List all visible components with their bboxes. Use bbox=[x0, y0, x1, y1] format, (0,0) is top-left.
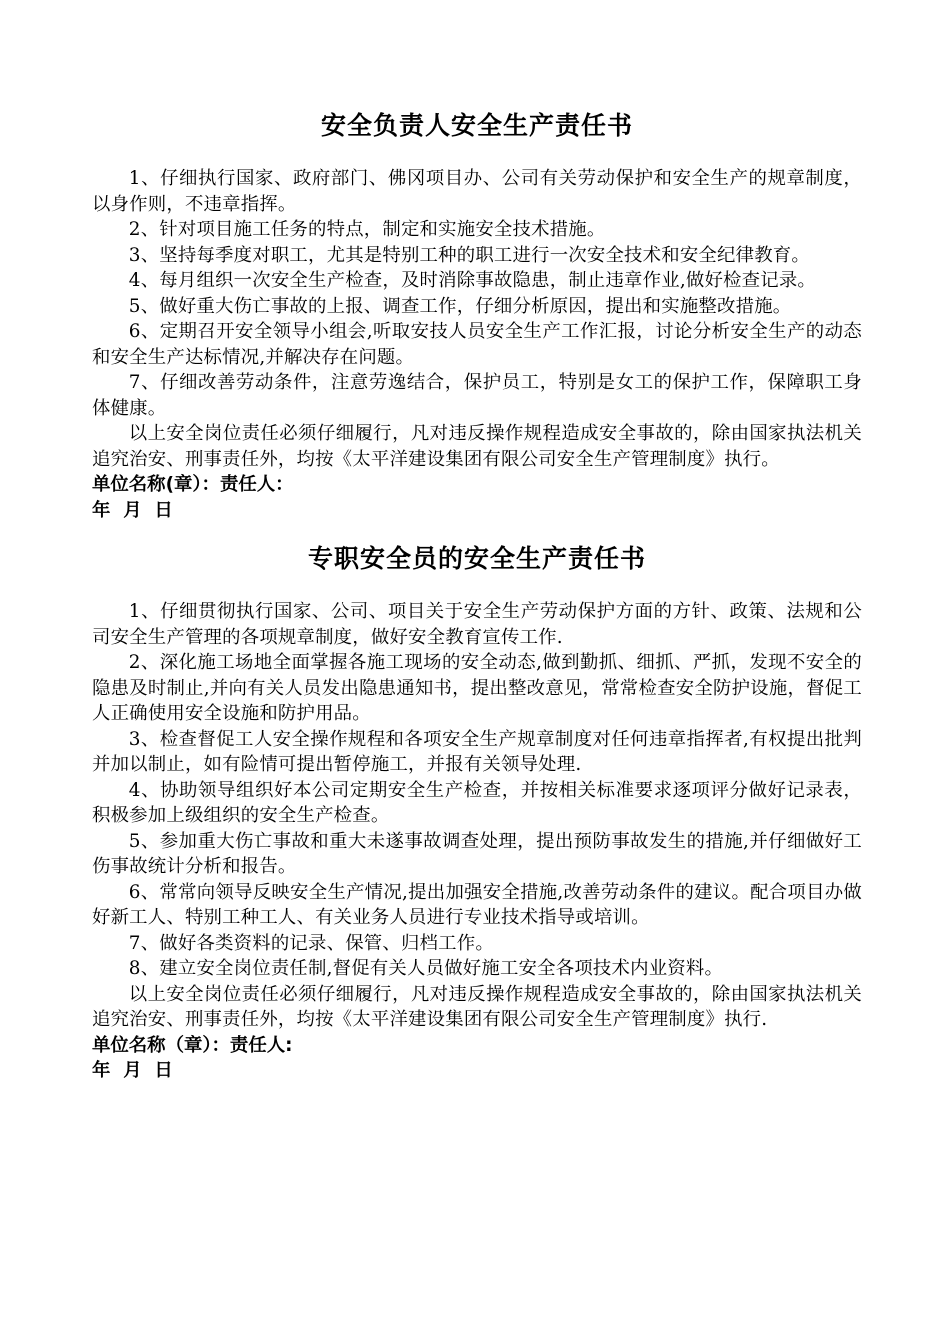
section2-paragraph-7: 7、做好各类资料的记录、保管、归档工作。 bbox=[128, 932, 494, 954]
section2-paragraph-8: 8、建立安全岗位责任制,督促有关人员做好施工安全各项技术内业资料。 bbox=[128, 958, 724, 979]
section1-paragraph-3: 3、坚持每季度对职工，尤其是特别工种的职工进行一次安全技术和安全纪律教育。 bbox=[128, 244, 810, 266]
document-page bbox=[92, 100, 862, 1084]
section1-paragraph-4: 4、每月组织一次安全生产检查，及时消除事故隐患，制止违章作业,做好检查记录。 bbox=[128, 270, 817, 291]
section2-paragraph-4: 4、协助领导组织好本公司定期安全生产检查，并按相关标准要求逐项评分做好记录表，积极参加上级组织的安全生产检查。 bbox=[92, 779, 862, 826]
section2-date-line: 年 月 日 bbox=[92, 1060, 173, 1081]
section2-closing-paragraph: 以上安全岗位责任必须仔细履行，凡对违反操作规程造成安全事故的，除由国家执法机关追究治安、刑事责任外，均按《太平洋建设集团有限公司安全生产管理制度》执行. bbox=[92, 983, 862, 1030]
section2-paragraph-2: 2、深化施工场地全面掌握各施工现场的安全动态,做到勤抓、细抓、严抓，发现不安全的隐患及时制止,并向有关人员发出隐患通知书，提出整改意见，常常检查安全防护设施，督促工人正确使用安全设施和防护用品。 bbox=[92, 652, 862, 724]
section2-unit-signature-line: 单位名称（章）：责任人: bbox=[92, 1034, 293, 1056]
section2-paragraph-1: 1、仔细贯彻执行国家、公司、项目关于安全生产劳动保护方面的方针、政策、法规和公司安全生产管理的各项规章制度，做好安全教育宣传工作. bbox=[92, 601, 862, 648]
section2-title: 专职安全员的安全生产责任书 bbox=[307, 544, 646, 573]
section1-paragraph-2: 2、针对项目施工任务的特点，制定和实施安全技术措施。 bbox=[128, 219, 606, 240]
section1-unit-signature-line: 单位名称(章）：责任人： bbox=[92, 474, 294, 495]
section1-paragraph-1: 1、仔细执行国家、政府部门、佛冈项目办、公司有关劳动保护和安全生产的规章制度，以身作则，不违章指挥。 bbox=[92, 168, 862, 215]
section1-paragraph-5: 5、做好重大伤亡事故的上报、调查工作，仔细分析原因，提出和实施整改措施。 bbox=[128, 295, 792, 317]
section2-paragraph-6: 6、常常向领导反映安全生产情况,提出加强安全措施,改善劳动条件的建议。配合项目办做好新工人、特别工种工人、有关业务人员进行专业技术指导或培训。 bbox=[92, 881, 862, 928]
section2-paragraph-3: 3、检查督促工人安全操作规程和各项安全生产规章制度对任何违章指挥者,有权提出批判并加以制止，如有险情可提出暂停施工，并报有关领导处理. bbox=[92, 728, 862, 775]
section1-paragraph-6: 6、定期召开安全领导小组会,听取安技人员安全生产工作汇报，讨论分析安全生产的动态和安全生产达标情况,并解决存在问题。 bbox=[92, 321, 862, 368]
section1-date-line: 年 月 日 bbox=[92, 499, 173, 521]
section2-paragraph-5: 5、参加重大伤亡事故和重大未遂事故调查处理，提出预防事故发生的措施,并仔细做好工伤事故统计分析和报告。 bbox=[92, 830, 862, 877]
section1-paragraph-7: 7、仔细改善劳动条件，注意劳逸结合，保护员工，特别是女工的保护工作，保障职工身体健康。 bbox=[92, 372, 862, 419]
section1-title: 安全负责人安全生产责任书 bbox=[320, 111, 633, 140]
section1-closing-paragraph: 以上安全岗位责任必须仔细履行，凡对违反操作规程造成安全事故的，除由国家执法机关追究治安、刑事责任外，均按《太平洋建设集团有限公司安全生产管理制度》执行。 bbox=[92, 423, 862, 470]
